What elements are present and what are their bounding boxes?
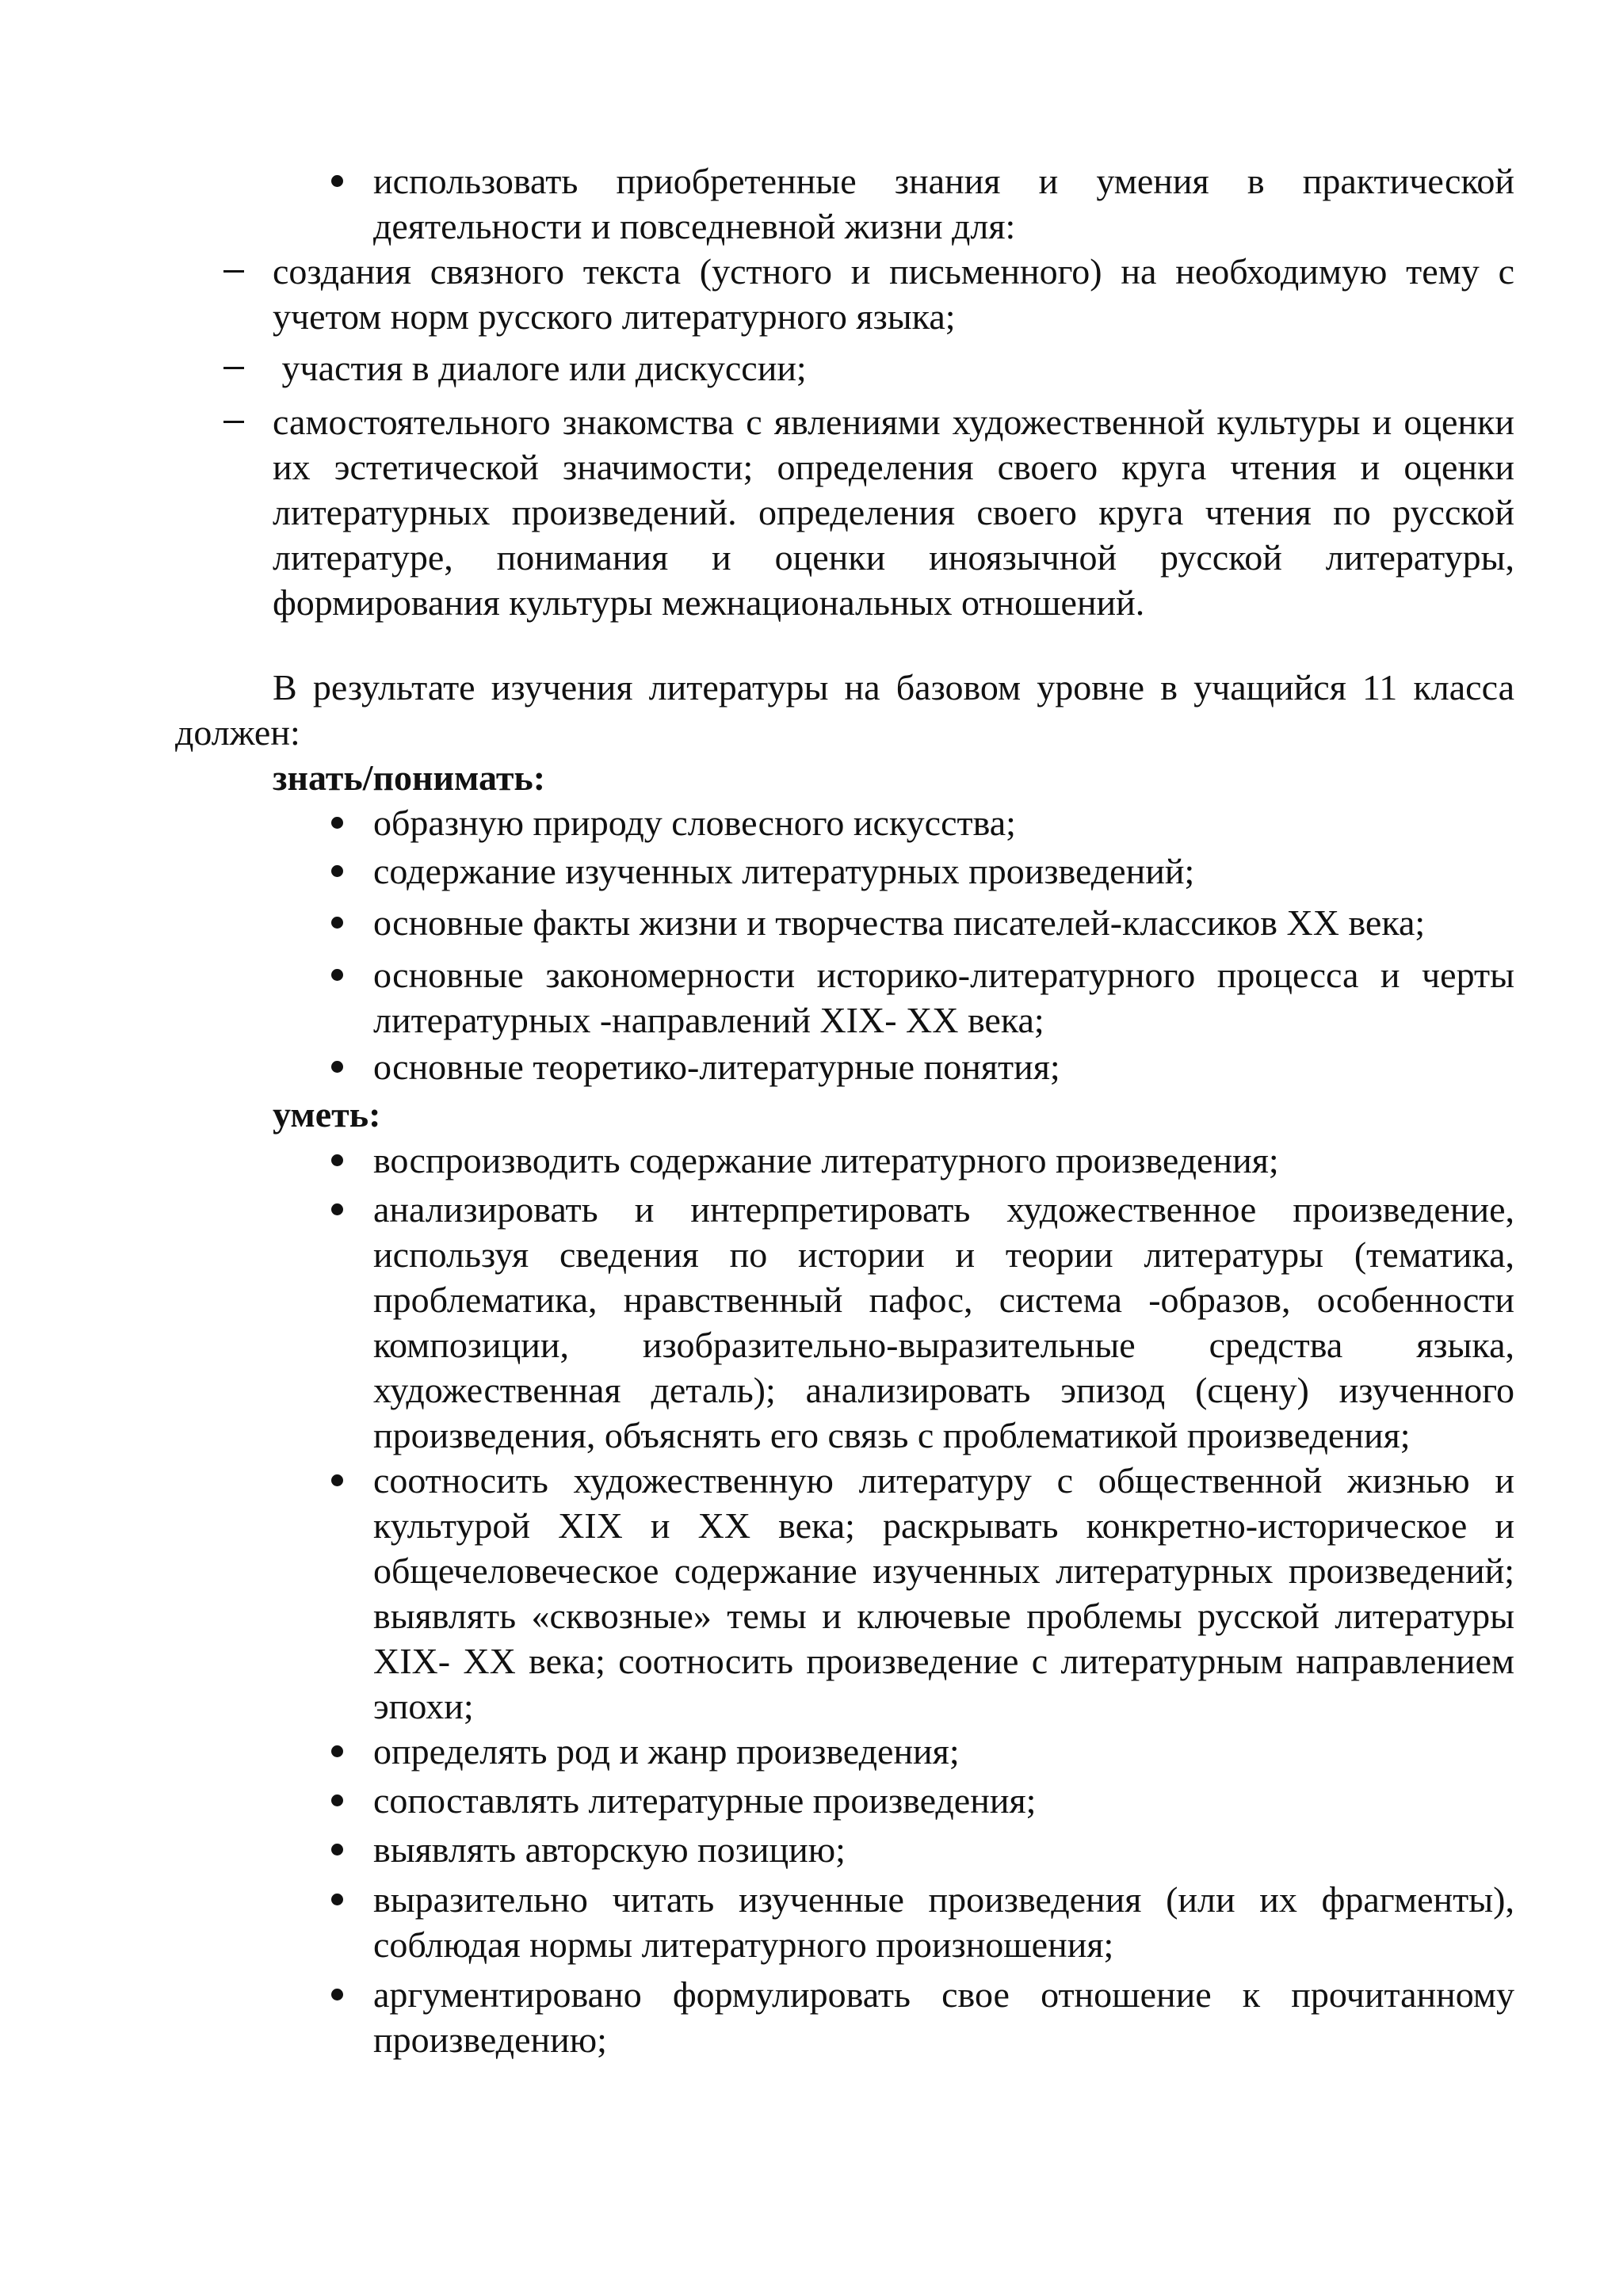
able-item: выразительно читать изученные произведения (или их фрагменты), соблюдая нормы литературного произношения; — [373, 1879, 1514, 1965]
bullet-icon — [325, 900, 349, 945]
know-item: содержание изученных литературных произведений; — [373, 851, 1195, 891]
able-item: соотносить художественную литературу с общественной жизнью и культурой XIX и XX века; раскрывать конкретно-историческое и общечеловеческое содержание изученных литературных произведений; выявлять «сквозные» темы и ключевые проблемы русской литературы XIX- XX века; соотносить произведение с литературным направлением эпохи; — [373, 1460, 1514, 1726]
dash-item-text: участия в диалоге или дискуссии; — [273, 348, 807, 388]
intro-bullet-text: использовать приобретенные знания и умения в практической деятельности и повседневной жизни для: — [373, 161, 1514, 246]
result-paragraph: В результате изучения литературы на базовом уровне в учащийся 11 класса должен: — [175, 667, 1514, 753]
know-item: основные теоретико-литературные понятия; — [373, 1047, 1060, 1087]
dash-icon — [222, 249, 246, 294]
bullet-icon — [325, 1187, 349, 1232]
bullet-icon — [325, 1877, 349, 1922]
able-item: воспроизводить содержание литературного произведения; — [373, 1140, 1279, 1180]
dash-item-text: самостоятельного знакомства с явлениями художественной культуры и оценки их эстетической значимости; определения своего круга чтения и оценки литературных произведений. определения своего круга чтения по русской литературе, понимания и оценки иноязычной русской литературы, формирования культуры межнациональных отношений. — [273, 402, 1514, 623]
know-item: основные факты жизни и творчества писателей-классиков XX века; — [373, 902, 1426, 943]
bullet-icon — [325, 1778, 349, 1823]
dash-icon — [222, 345, 246, 391]
able-item: аргументировано формулировать свое отношение к прочитанному произведению; — [373, 1974, 1514, 2060]
dash-item-text: создания связного текста (устного и письменного) на необходимую тему с учетом норм русского литературного языка; — [273, 251, 1514, 337]
bullet-icon — [325, 1138, 349, 1183]
bullet-icon — [325, 849, 349, 894]
able-item: сопоставлять литературные произведения; — [373, 1780, 1037, 1821]
able-item: определять род и жанр произведения; — [373, 1731, 960, 1772]
know-item: образную природу словесного искусства; — [373, 803, 1016, 843]
dash-icon — [222, 399, 246, 444]
bullet-icon — [325, 1972, 349, 2017]
bullet-icon — [325, 1729, 349, 1774]
bullet-icon — [325, 158, 349, 204]
able-heading: уметь: — [273, 1094, 381, 1135]
know-item: основные закономерности историко-литературного процесса и черты литературных -направлений XIX- XX века; — [373, 955, 1514, 1040]
able-item: выявлять авторскую позицию; — [373, 1829, 846, 1870]
bullet-icon — [325, 1044, 349, 1089]
know-heading: знать/понимать: — [273, 757, 546, 798]
bullet-icon — [325, 1827, 349, 1872]
able-item: анализировать и интерпретировать художественное произведение, используя сведения по истории и теории литературы (тематика, проблематика, нравственный пафос, система -образов, особенности композиции, изобразительно-выразительные средства языка, художественная деталь); анализировать эпизод (сцену) изученного произведения, объяснять его связь с проблематикой произведения; — [373, 1189, 1514, 1455]
bullet-icon — [325, 952, 349, 997]
bullet-icon — [325, 1458, 349, 1503]
bullet-icon — [325, 800, 349, 845]
